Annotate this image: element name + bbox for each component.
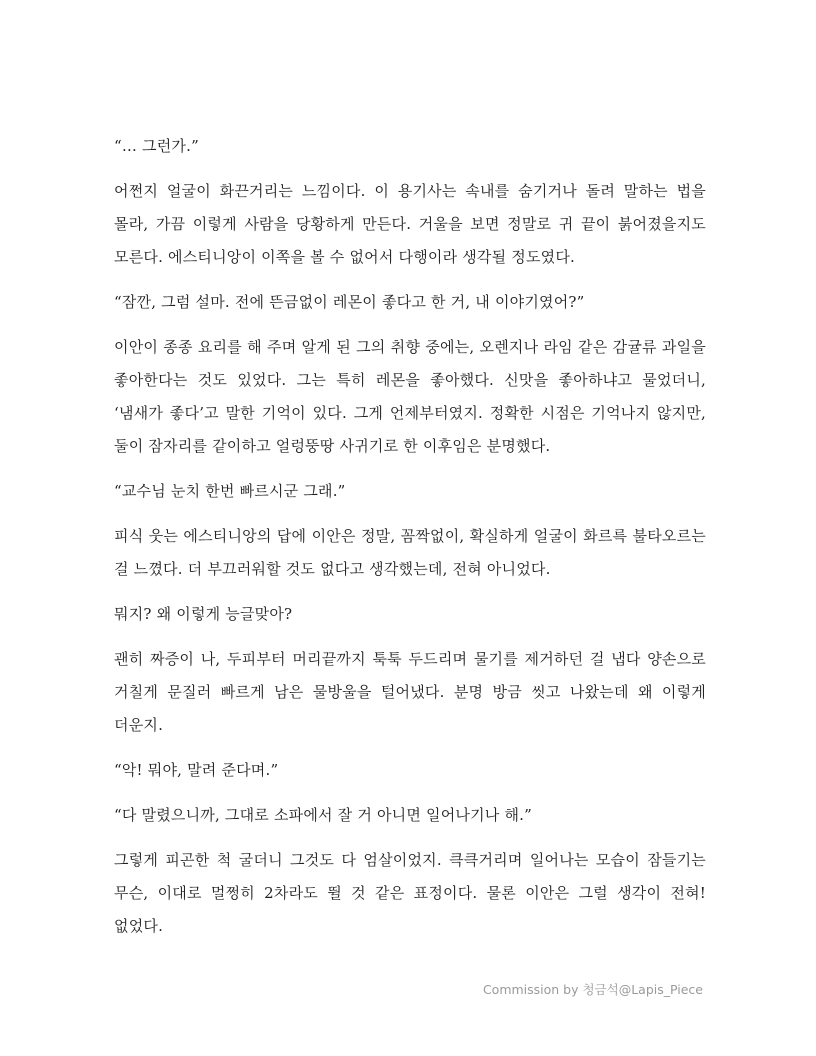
paragraph-2: 어쩐지 얼굴이 화끈거리는 느낌이다. 이 용기사는 속내를 숨기거나 돌려 말하는 법을 몰라, 가끔 이렇게 사람을 당황하게 만든다. 거울을 보면 정말로 귀 끝이 붉어졌을지도 모른다. 에스티니앙이 이쪽을 볼 수 없어서 다행이라 생각될 정도였다. [114,182,706,266]
paragraph-6: 피식 웃는 에스티니앙의 답에 이안은 정말, 꼼짝없이, 확실하게 얼굴이 화르륵 불타오르는 걸 느꼈다. 더 부끄러워할 것도 없다고 생각했는데, 전혀 아니었다. [114,527,706,578]
paragraph-5: “교수님 눈치 한번 빠르시군 그래.” [114,482,346,500]
paragraph-10: “다 말렸으니까, 그대로 소파에서 잘 거 아니면 일어나기나 해.” [114,806,532,824]
paragraph-7: 뭐지? 왜 이렇게 능글맞아? [114,605,293,623]
document-body [114,130,706,943]
paragraph-4: 이안이 종종 요리를 해 주며 알게 된 그의 취향 중에는, 오렌지나 라임 같은 감귤류 과일을 좋아한다는 것도 있었다. 그는 특히 레몬을 좋아했다. 신맛을 좋아하냐고 물었더니, ‘냄새가 좋다’고 말한 기억이 있다. 그게 언제부터였지. 정확한 시점은 기억나지 않지만, 둘이 잠자리를 같이하고 얼렁뚱땅 사귀기로 한 이후임은 분명했다. [114,338,706,455]
paragraph-3: “잠깐, 그럼 설마. 전에 뜬금없이 레몬이 좋다고 한 거, 내 이야기였어?” [114,293,585,311]
commission-credit: Commission by 청금석@Lapis_Piece [482,982,703,997]
paragraph-11: 그렇게 피곤한 척 굴더니 그것도 다 엄살이었지. 큭큭거리며 일어나는 모습이 잠들기는 무슨, 이대로 멀쩡히 2차라도 뛸 것 같은 표정이다. 물론 이안은 그럴 생각이 전혀! 없었다. [114,851,706,935]
paragraph-8: 괜히 짜증이 나, 두피부터 머리끝까지 툭툭 두드리며 물기를 제거하던 걸 냅다 양손으로 거칠게 문질러 빠르게 남은 물방울을 털어냈다. 분명 방금 씻고 나왔는데 왜 이렇게 더운지. [114,650,706,734]
paragraph-1: “… 그런가.” [114,137,199,155]
paragraph-9: “악! 뭐야, 말려 준다며.” [114,761,279,779]
